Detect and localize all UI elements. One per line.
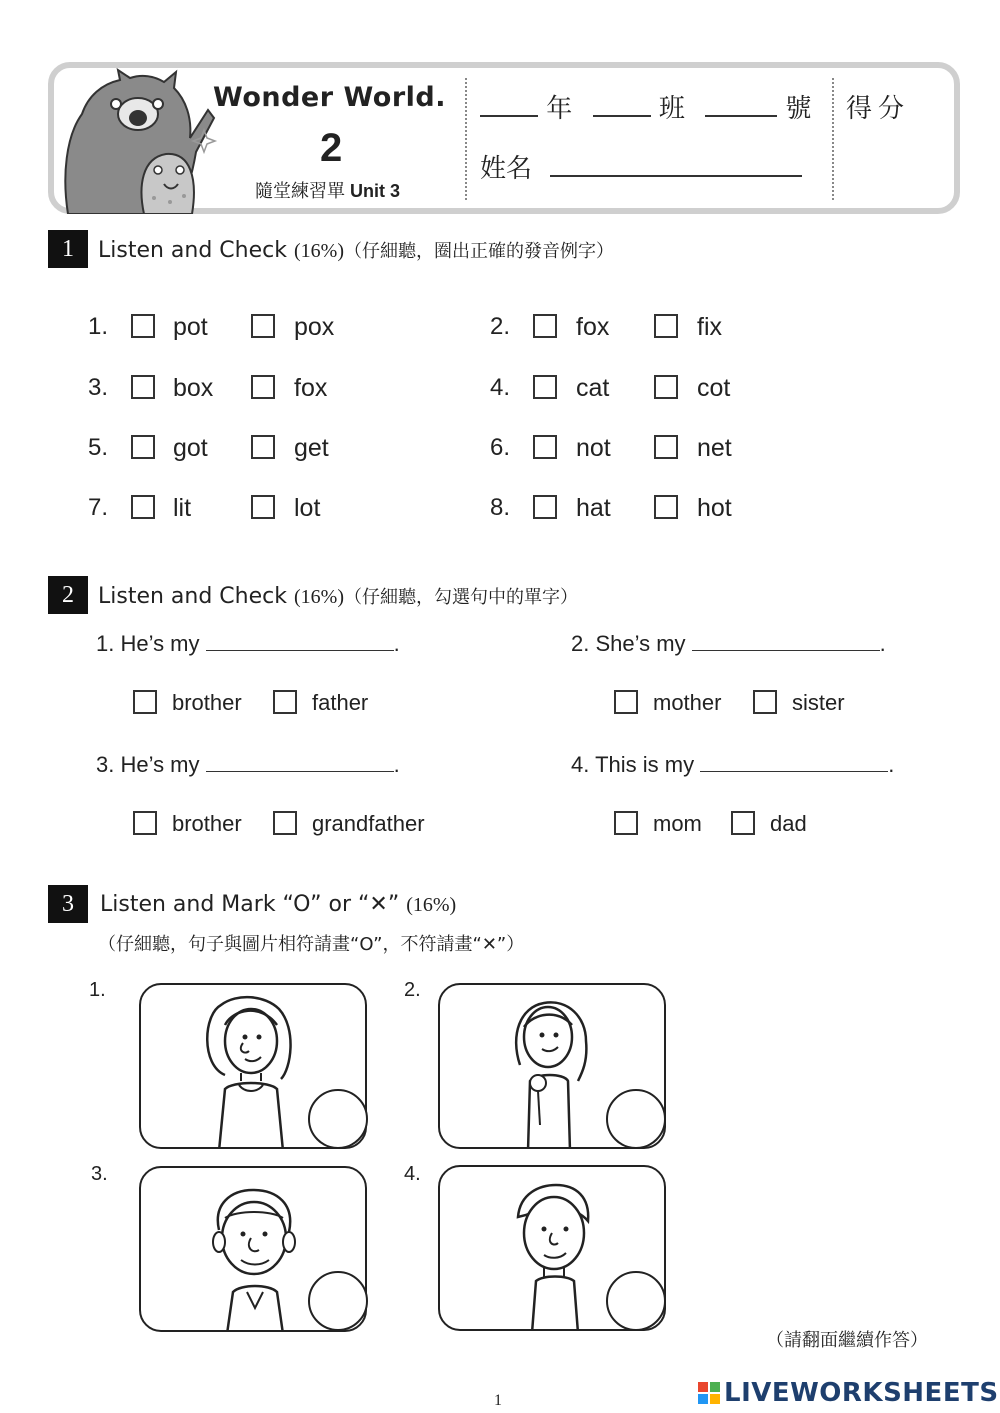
answer-circle[interactable] bbox=[308, 1271, 368, 1331]
sentence-text: 4. This is my bbox=[571, 752, 695, 777]
unit-label bbox=[255, 177, 400, 203]
item-number: 8. bbox=[490, 494, 511, 521]
unit-number: Unit 3 bbox=[350, 181, 401, 201]
answer-blank bbox=[206, 751, 394, 772]
word-option: sister bbox=[792, 690, 845, 715]
checkbox[interactable] bbox=[654, 375, 678, 399]
answer-blank bbox=[692, 630, 880, 651]
name-blank[interactable] bbox=[550, 151, 802, 177]
section-percent: (16%) bbox=[294, 240, 344, 262]
continue-note: （請翻面繼續作答） bbox=[766, 1330, 928, 1351]
item-number: 7. bbox=[88, 494, 109, 521]
word-option: cot bbox=[697, 374, 731, 402]
section-note-line bbox=[98, 930, 524, 956]
checkbox[interactable] bbox=[131, 435, 155, 459]
header-divider bbox=[465, 78, 467, 200]
answer-circle[interactable] bbox=[606, 1271, 666, 1331]
section-number: 2 bbox=[48, 576, 88, 614]
section-title-text: Listen and Mark “O” or “✕” bbox=[100, 892, 400, 917]
word-option: dad bbox=[770, 811, 807, 836]
header-divider bbox=[832, 78, 834, 200]
checkbox[interactable] bbox=[614, 690, 638, 714]
number-label: 號 bbox=[785, 94, 812, 124]
grade-label: 年 bbox=[546, 94, 573, 124]
checkbox[interactable] bbox=[533, 375, 557, 399]
word-option: brother bbox=[172, 690, 242, 715]
sentence: 3. He’s my . bbox=[96, 752, 400, 777]
picture-number: 1. bbox=[89, 979, 106, 1001]
answer-circle[interactable] bbox=[308, 1089, 368, 1149]
section-note: （仔細聽，圈出正確的發音例字） bbox=[343, 241, 614, 262]
checkbox[interactable] bbox=[131, 314, 155, 338]
checkbox[interactable] bbox=[273, 811, 297, 835]
section-title bbox=[100, 892, 456, 917]
brand-title: Wonder World. bbox=[213, 82, 446, 113]
checkbox[interactable] bbox=[731, 811, 755, 835]
section-note: （仔細聽，勾選句中的單字） bbox=[343, 587, 578, 608]
checkbox[interactable] bbox=[533, 435, 557, 459]
sentence-text: 1. He’s my bbox=[96, 631, 200, 656]
section-number: 3 bbox=[48, 885, 88, 923]
sentence-text: 2. She’s my bbox=[571, 631, 686, 656]
checkbox[interactable] bbox=[654, 435, 678, 459]
volume-number: 2 bbox=[320, 126, 343, 170]
checkbox[interactable] bbox=[133, 690, 157, 714]
picture-number: 3. bbox=[91, 1163, 108, 1185]
checkbox[interactable] bbox=[251, 435, 275, 459]
picture-number: 2. bbox=[404, 979, 421, 1001]
checkbox[interactable] bbox=[251, 495, 275, 519]
checkbox[interactable] bbox=[131, 375, 155, 399]
checkbox[interactable] bbox=[654, 314, 678, 338]
class-label: 班 bbox=[658, 94, 685, 124]
checkbox[interactable] bbox=[533, 314, 557, 338]
name-label: 姓名 bbox=[480, 154, 533, 184]
checkbox[interactable] bbox=[251, 314, 275, 338]
item-number: 6. bbox=[490, 434, 511, 461]
answer-blank bbox=[206, 630, 394, 651]
word-option: box bbox=[173, 374, 214, 402]
number-blank[interactable] bbox=[705, 91, 777, 117]
checkbox[interactable] bbox=[614, 811, 638, 835]
word-option: pox bbox=[294, 313, 335, 341]
checkbox[interactable] bbox=[273, 690, 297, 714]
word-option: fox bbox=[576, 313, 610, 341]
item-number: 5. bbox=[88, 434, 109, 461]
checkbox[interactable] bbox=[131, 495, 155, 519]
word-option: fox bbox=[294, 374, 328, 402]
section-percent: (16%) bbox=[406, 894, 457, 916]
word-option: mother bbox=[653, 690, 722, 715]
word-option: not bbox=[576, 434, 611, 462]
section-title bbox=[98, 583, 578, 609]
checkbox[interactable] bbox=[654, 495, 678, 519]
unit-prefix: 隨堂練習單 bbox=[255, 181, 351, 201]
section-note: （仔細聽，句子與圖片相符請畫“O”，不符請畫“✕”） bbox=[98, 934, 525, 955]
name-row bbox=[480, 148, 802, 185]
word-option: brother bbox=[172, 811, 242, 836]
item-number: 1. bbox=[88, 313, 109, 340]
sentence-text: 3. He’s my bbox=[96, 752, 200, 777]
class-blank[interactable] bbox=[593, 91, 651, 117]
word-option: lot bbox=[294, 494, 321, 522]
liveworksheets-logo bbox=[698, 1378, 999, 1408]
score-label: 得分 bbox=[846, 94, 911, 124]
word-option: net bbox=[697, 434, 732, 462]
item-number: 4. bbox=[490, 374, 511, 401]
checkbox[interactable] bbox=[533, 495, 557, 519]
word-option: fix bbox=[697, 313, 722, 341]
checkbox[interactable] bbox=[133, 811, 157, 835]
logo-text: LIVEWORKSHEETS bbox=[724, 1378, 999, 1408]
word-option: mom bbox=[653, 811, 702, 836]
word-option: lit bbox=[173, 494, 192, 522]
class-info-row bbox=[480, 88, 811, 125]
liveworksheets-logo-icon bbox=[698, 1382, 720, 1404]
sentence: 1. He’s my . bbox=[96, 631, 400, 656]
picture-number: 4. bbox=[404, 1163, 421, 1185]
word-option: got bbox=[173, 434, 208, 462]
item-number: 2. bbox=[490, 313, 511, 340]
sentence: 4. This is my . bbox=[571, 752, 895, 777]
sentence: 2. She’s my . bbox=[571, 631, 886, 656]
word-option: cat bbox=[576, 374, 610, 402]
word-option: hat bbox=[576, 494, 611, 522]
section-title-text: Listen and Check bbox=[98, 584, 287, 609]
checkbox[interactable] bbox=[753, 690, 777, 714]
word-option: pot bbox=[173, 313, 208, 341]
monster-mascot-illustration bbox=[58, 66, 218, 214]
section-title-text: Listen and Check bbox=[98, 238, 287, 263]
section-number: 1 bbox=[48, 230, 88, 268]
section-percent: (16%) bbox=[294, 586, 344, 608]
grade-blank[interactable] bbox=[480, 91, 538, 117]
item-number: 3. bbox=[88, 374, 109, 401]
page-number: 1 bbox=[494, 1392, 502, 1409]
answer-circle[interactable] bbox=[606, 1089, 666, 1149]
section-title bbox=[98, 237, 614, 263]
word-option: get bbox=[294, 434, 329, 462]
checkbox[interactable] bbox=[251, 375, 275, 399]
word-option: hot bbox=[697, 494, 732, 522]
answer-blank bbox=[700, 751, 888, 772]
word-option: father bbox=[312, 690, 369, 715]
word-option: grandfather bbox=[312, 811, 425, 836]
